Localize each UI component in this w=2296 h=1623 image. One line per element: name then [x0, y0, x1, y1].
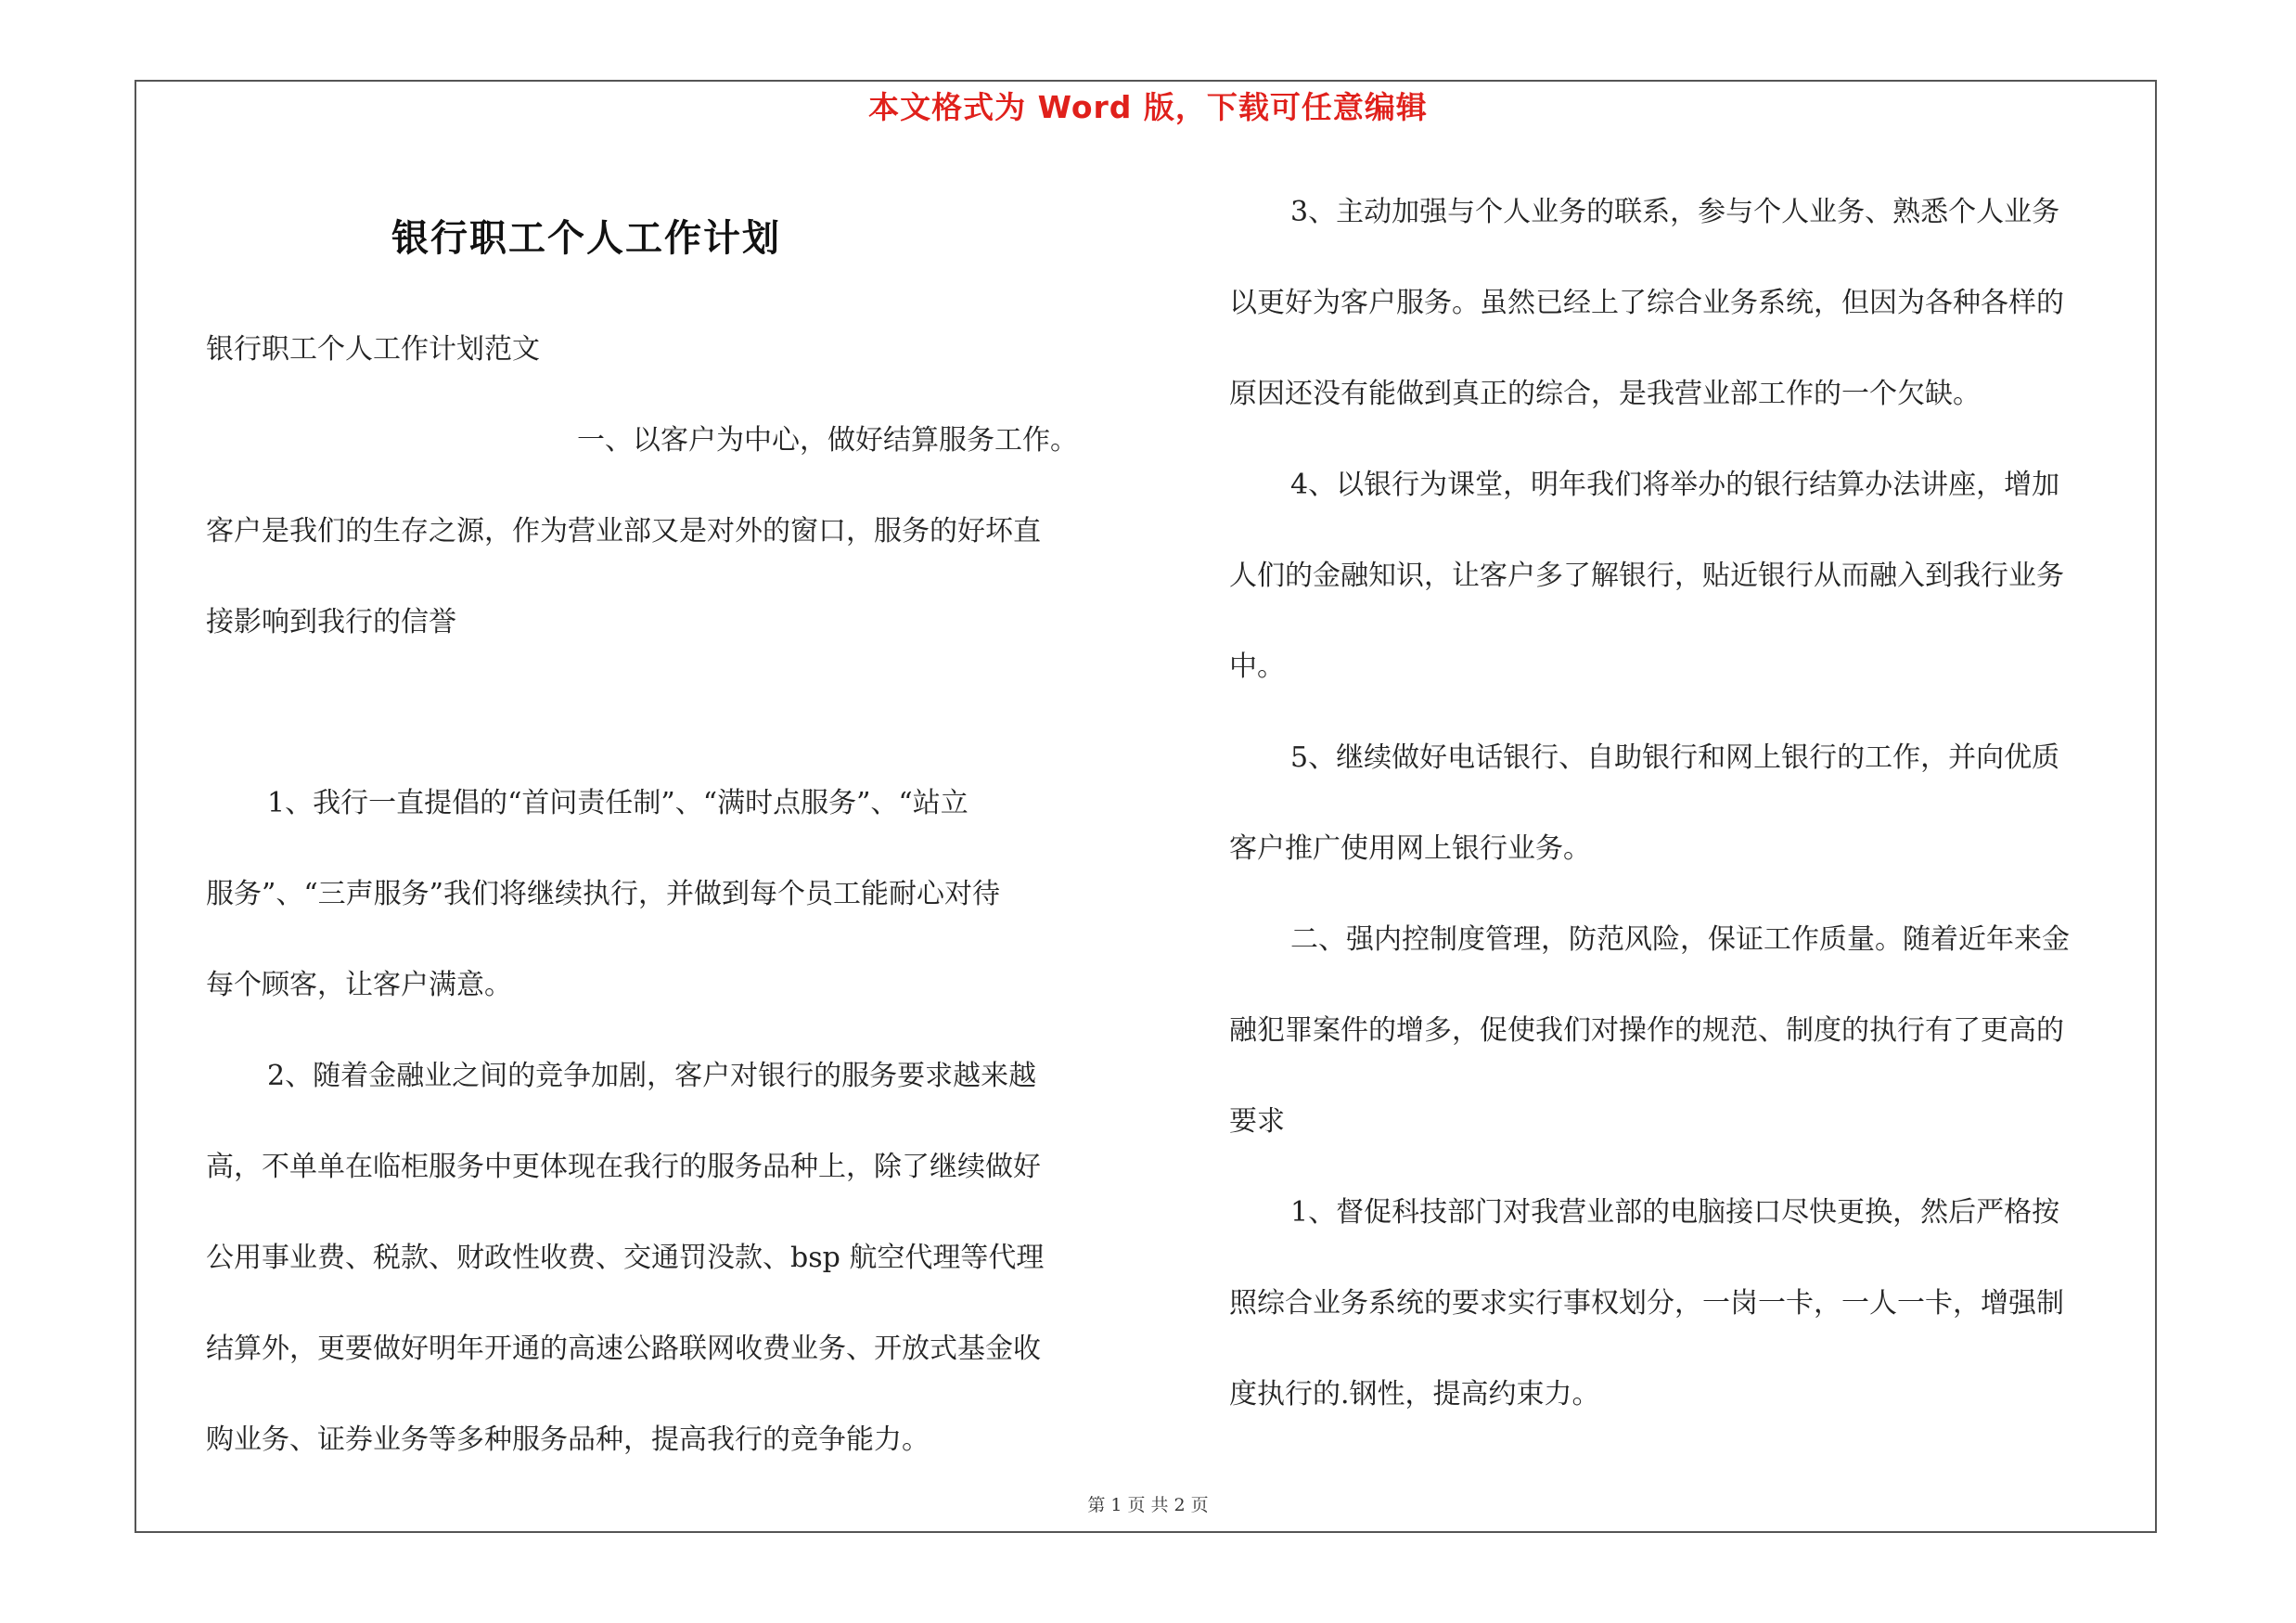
paragraph-line: 客户是我们的生存之源，作为营业部又是对外的窗口，服务的好坏直 [206, 515, 1041, 547]
paragraph-line: 公用事业费、税款、财政性收费、交通罚没款、bsp 航空代理等代理 [206, 1242, 1045, 1274]
page-number-footer: 第 1 页 共 2 页 [1087, 1495, 1209, 1515]
paragraph-line: 原因还没有能做到真正的综合，是我营业部工作的一个欠缺。 [1229, 378, 1981, 410]
word-format-banner: 本文格式为 Word 版，下载可任意编辑 [868, 89, 1428, 125]
paragraph-line: 3、主动加强与个人业务的联系，参与个人业务、熟悉个人业务 [1290, 196, 2060, 228]
paragraph-line: 结算外，更要做好明年开通的高速公路联网收费业务、开放式基金收 [206, 1333, 1041, 1365]
paragraph-line: 5、继续做好电话银行、自助银行和网上银行的工作，并向优质 [1290, 741, 2060, 774]
paragraph-line: 4、以银行为课堂，明年我们将举办的银行结算办法讲座，增加 [1290, 469, 2060, 501]
paragraph-line: 中。 [1229, 650, 1285, 683]
paragraph-line: 1、我行一直提倡的“首问责任制”、“满时点服务”、“站立 [267, 787, 968, 819]
paragraph-line: 每个顾客，让客户满意。 [206, 969, 512, 1001]
section-heading: 一、以客户为中心，做好结算服务工作。 [577, 424, 1078, 457]
paragraph-line: 度执行的.钢性，提高约束力。 [1229, 1378, 1600, 1410]
paragraph-line: 要求 [1229, 1105, 1285, 1138]
paragraph-line: 银行职工个人工作计划范文 [206, 333, 540, 366]
paragraph-line: 人们的金融知识，让客户多了解银行，贴近银行从而融入到我行业务 [1229, 560, 2064, 592]
document-title: 银行职工个人工作计划 [391, 216, 781, 260]
paragraph-line: 客户推广使用网上银行业务。 [1229, 832, 1591, 865]
paragraph-line: 融犯罪案件的增多，促使我们对操作的规范、制度的执行有了更高的 [1229, 1014, 2064, 1047]
paragraph-line: 服务”、“三声服务”我们将继续执行，并做到每个员工能耐心对待 [206, 878, 1001, 910]
paragraph-line: 高，不单单在临柜服务中更体现在我行的服务品种上，除了继续做好 [206, 1151, 1041, 1183]
paragraph-line: 接影响到我行的信誉 [206, 606, 456, 638]
section-heading: 二、强内控制度管理，防范风险，保证工作质量。随着近年来金 [1290, 923, 2070, 956]
paragraph-line: 1、督促科技部门对我营业部的电脑接口尽快更换，然后严格按 [1290, 1196, 2060, 1229]
paragraph-line: 2、随着金融业之间的竞争加剧，客户对银行的服务要求越来越 [267, 1060, 1037, 1092]
paragraph-line: 以更好为客户服务。虽然已经上了综合业务系统，但因为各种各样的 [1229, 287, 2064, 319]
paragraph-line: 购业务、证券业务等多种服务品种，提高我行的竞争能力。 [206, 1423, 930, 1456]
paragraph-line: 照综合业务系统的要求实行事权划分，一岗一卡，一人一卡，增强制 [1229, 1287, 2064, 1320]
